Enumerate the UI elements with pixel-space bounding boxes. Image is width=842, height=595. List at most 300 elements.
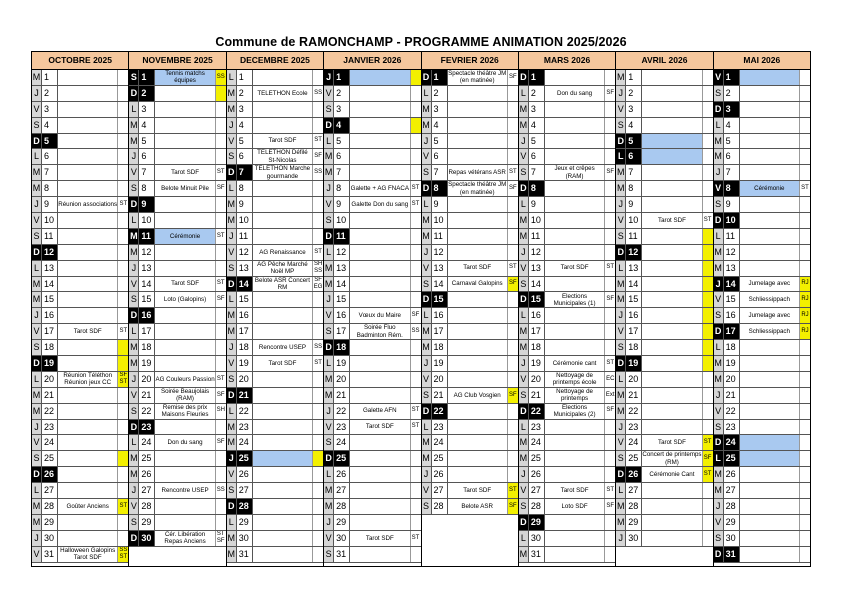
weekday-letter: L [324, 467, 334, 482]
weekday-letter: M [227, 86, 237, 101]
day-row [32, 356, 128, 372]
day-row [519, 102, 615, 118]
day-row [616, 356, 712, 372]
venue-tag [410, 165, 421, 180]
venue-tag: ST [215, 372, 226, 387]
venue-tag: ST [410, 531, 421, 546]
day-row [227, 86, 323, 102]
event-label: Belote ASR Concert RM [254, 276, 310, 292]
day-number: 15 [626, 292, 642, 307]
venue-tag [799, 483, 810, 498]
day-number: 13 [432, 261, 448, 276]
day-row [227, 261, 323, 277]
day-number: 12 [529, 245, 545, 260]
venue-tag [410, 292, 421, 307]
day-row [324, 388, 420, 404]
venue-tag [702, 134, 713, 149]
venue-tag: SS [410, 324, 421, 339]
event-label: Tarot SDF [560, 486, 589, 494]
day-number: 11 [626, 229, 642, 244]
event-label: Repas vétérans ASR [448, 169, 506, 177]
day-row [324, 404, 420, 420]
event-label: AG Couleurs Passion [155, 375, 215, 383]
weekday-letter: J [324, 404, 334, 419]
event-label: Réunion Téléthon Réunion jeux CC [63, 371, 113, 387]
weekday-letter: M [519, 451, 529, 466]
venue-tag [312, 308, 323, 323]
event-label: Goûter Anciens [66, 502, 109, 510]
day-row [324, 261, 420, 277]
day-row [129, 277, 225, 293]
venue-tag [215, 149, 226, 164]
day-row [129, 451, 225, 467]
venue-tag [312, 420, 323, 435]
venue-tag [312, 547, 323, 562]
day-row [519, 292, 615, 308]
event-label [350, 340, 409, 355]
event-label: Belote Minuit Pile [161, 184, 209, 192]
day-number: 10 [334, 213, 350, 228]
day-number: 5 [334, 134, 350, 149]
day-row [324, 70, 420, 86]
event-label [642, 86, 701, 101]
weekday-letter: L [227, 292, 237, 307]
event-label [740, 483, 799, 498]
venue-tag [702, 499, 713, 514]
day-number: 24 [42, 435, 58, 450]
event-label [253, 308, 312, 323]
day-number: 13 [626, 261, 642, 276]
day-number: 19 [42, 356, 58, 371]
day-row [129, 499, 225, 515]
venue-tag: SF [604, 165, 615, 180]
day-row [519, 324, 615, 340]
day-number: 8 [334, 181, 350, 196]
event-label [642, 229, 701, 244]
weekday-letter: S [519, 499, 529, 514]
event-label [350, 134, 409, 149]
weekday-letter: M [227, 531, 237, 546]
day-number: 5 [139, 134, 155, 149]
venue-tag [117, 86, 128, 101]
day-number: 22 [334, 404, 350, 419]
event-label: Halloween Galopins Tarot SDF [60, 546, 116, 562]
weekday-letter: J [714, 277, 724, 292]
event-label [740, 245, 799, 260]
event-label: Réunion associations [58, 200, 118, 208]
day-row [227, 372, 323, 388]
event-label: AG Renaissance [259, 248, 306, 256]
event-label [740, 515, 799, 530]
event-label: Nettoyage de printemps école [552, 371, 597, 387]
day-number: 16 [334, 308, 350, 323]
weekday-letter: M [422, 340, 432, 355]
month-header: JANVIER 2026 [324, 52, 420, 70]
venue-tag [215, 515, 226, 530]
event-label [740, 70, 799, 85]
day-row [519, 70, 615, 86]
day-number: 15 [334, 292, 350, 307]
day-number: 15 [237, 292, 253, 307]
event-label: Galette + AG FNACA [350, 184, 409, 192]
day-row [422, 292, 518, 308]
venue-tag [117, 404, 128, 419]
event-label [155, 356, 214, 371]
day-row [714, 324, 810, 340]
day-number: 28 [529, 499, 545, 514]
weekday-letter: S [616, 229, 626, 244]
venue-tag [215, 197, 226, 212]
event-label [740, 435, 799, 450]
day-row [519, 467, 615, 483]
weekday-letter: M [422, 118, 432, 133]
day-row [32, 181, 128, 197]
venue-tag: SF [312, 149, 323, 164]
day-row [714, 292, 810, 308]
venue-tag: ST [702, 213, 713, 228]
venue-tag [410, 213, 421, 228]
venue-tag: ST [410, 181, 421, 196]
event-label [58, 165, 117, 180]
weekday-letter: M [324, 499, 334, 514]
day-number: 14 [237, 277, 253, 292]
event-label [58, 86, 117, 101]
weekday-letter: M [714, 483, 724, 498]
day-row [616, 340, 712, 356]
day-row [519, 213, 615, 229]
day-row [616, 102, 712, 118]
day-row [129, 324, 225, 340]
venue-tag [312, 292, 323, 307]
event-label [58, 261, 117, 276]
event-label [642, 102, 701, 117]
day-number: 19 [139, 356, 155, 371]
day-number: 13 [139, 261, 155, 276]
day-row [129, 70, 225, 86]
day-row [129, 404, 225, 420]
day-number: 27 [626, 483, 642, 498]
venue-tag [799, 86, 810, 101]
event-label [448, 86, 507, 101]
day-row [616, 149, 712, 165]
weekday-letter: M [616, 292, 626, 307]
event-label [740, 149, 799, 164]
day-number: 22 [42, 404, 58, 419]
day-row [129, 515, 225, 531]
month-header: AVRIL 2026 [616, 52, 712, 70]
venue-tag: SS ST [119, 546, 128, 561]
venue-tag: ST [215, 229, 226, 244]
day-number: 18 [724, 340, 740, 355]
weekday-letter: S [616, 340, 626, 355]
venue-tag [410, 229, 421, 244]
venue-tag: SF [410, 308, 421, 323]
month-column [519, 52, 616, 566]
day-row [32, 134, 128, 150]
day-row [227, 435, 323, 451]
event-label [58, 245, 117, 260]
day-row [32, 308, 128, 324]
venue-tag [507, 213, 518, 228]
day-row [714, 134, 810, 150]
day-number: 5 [432, 134, 448, 149]
event-label [253, 197, 312, 212]
month-column [227, 52, 324, 566]
venue-tag [117, 102, 128, 117]
venue-tag [702, 245, 713, 260]
day-row [129, 531, 225, 547]
event-label: Jumelage avec [748, 312, 791, 320]
day-row [227, 165, 323, 181]
venue-tag [702, 277, 713, 292]
day-row [714, 213, 810, 229]
event-label [545, 245, 604, 260]
day-row [714, 181, 810, 197]
venue-tag [312, 483, 323, 498]
day-row [129, 388, 225, 404]
weekday-letter: S [422, 499, 432, 514]
day-row [32, 229, 128, 245]
day-number: 19 [334, 356, 350, 371]
venue-tag [604, 213, 615, 228]
weekday-letter: J [422, 467, 432, 482]
venue-tag [507, 404, 518, 419]
venue-tag [799, 547, 810, 562]
day-row [227, 197, 323, 213]
event-label [545, 70, 604, 85]
day-number: 17 [237, 324, 253, 339]
event-label: Tarot SDF [658, 439, 686, 447]
weekday-letter: M [324, 277, 334, 292]
weekday-letter: J [324, 515, 334, 530]
day-number: 29 [139, 515, 155, 530]
weekday-letter: S [32, 340, 42, 355]
venue-tag: SS [215, 483, 226, 498]
day-row [422, 181, 518, 197]
day-number: 22 [139, 404, 155, 419]
day-number: 21 [529, 388, 545, 403]
day-number: 23 [237, 420, 253, 435]
weekday-letter: J [519, 245, 529, 260]
venue-tag [604, 181, 615, 196]
venue-tag [312, 197, 323, 212]
day-row [422, 86, 518, 102]
day-number: 20 [334, 372, 350, 387]
day-row [324, 483, 420, 499]
day-number: 18 [42, 340, 58, 355]
day-number: 30 [724, 531, 740, 546]
day-number: 29 [724, 515, 740, 530]
weekday-letter: M [519, 229, 529, 244]
weekday-letter: M [324, 165, 334, 180]
day-number: 18 [139, 340, 155, 355]
venue-tag [312, 435, 323, 450]
day-row [616, 404, 712, 420]
day-number: 9 [237, 197, 253, 212]
event-label: Galette AFN [362, 407, 397, 415]
event-label [253, 229, 312, 244]
weekday-letter: V [324, 86, 334, 101]
venue-tag [702, 531, 713, 546]
day-number: 7 [237, 165, 253, 180]
weekday-letter: J [714, 165, 724, 180]
event-label [58, 420, 117, 435]
day-row [714, 435, 810, 451]
event-label: Tarot SDF [268, 359, 297, 367]
event-label: Cérémonie Cant [649, 471, 695, 478]
day-number: 23 [432, 420, 448, 435]
venue-tag [799, 213, 810, 228]
day-number: 12 [334, 245, 350, 260]
venue-tag: SF [215, 181, 226, 196]
day-row [32, 245, 128, 261]
event-label [58, 149, 117, 164]
venue-tag [702, 165, 713, 180]
day-row [519, 515, 615, 531]
day-number: 8 [432, 181, 448, 196]
event-label [253, 372, 312, 387]
empty-space [324, 563, 420, 566]
day-row [227, 118, 323, 134]
event-label: Soirée Beaujolais (RAM) [160, 387, 210, 403]
weekday-letter: V [129, 277, 139, 292]
day-row [422, 356, 518, 372]
weekday-letter: S [129, 292, 139, 307]
venue-tag: SS [312, 165, 323, 180]
weekday-letter: L [714, 118, 724, 133]
event-label: Tarot SDF [365, 423, 394, 431]
event-label [155, 324, 214, 339]
weekday-letter: M [616, 499, 626, 514]
day-number: 11 [42, 229, 58, 244]
venue-tag [799, 70, 810, 85]
venue-tag [117, 229, 128, 244]
weekday-letter: D [324, 451, 334, 466]
day-number: 17 [432, 324, 448, 339]
day-number: 26 [334, 467, 350, 482]
day-row [129, 372, 225, 388]
day-row [324, 277, 420, 293]
day-number: 3 [139, 102, 155, 117]
day-row [129, 261, 225, 277]
day-number: 26 [139, 467, 155, 482]
day-row [519, 197, 615, 213]
weekday-letter: M [616, 181, 626, 196]
weekday-letter: S [519, 388, 529, 403]
day-number: 22 [724, 404, 740, 419]
day-row [422, 213, 518, 229]
day-row [714, 420, 810, 436]
day-number: 1 [237, 70, 253, 85]
day-number: 11 [237, 229, 253, 244]
venue-tag [507, 86, 518, 101]
day-row [714, 245, 810, 261]
weekday-letter: M [324, 261, 334, 276]
venue-tag [117, 531, 128, 546]
event-label [253, 118, 312, 133]
venue-tag [604, 308, 615, 323]
venue-tag [215, 308, 226, 323]
day-number: 15 [42, 292, 58, 307]
day-row [422, 340, 518, 356]
day-row [422, 467, 518, 483]
weekday-letter: V [422, 372, 432, 387]
day-number: 15 [529, 292, 545, 307]
weekday-letter: L [324, 356, 334, 371]
day-row [129, 213, 225, 229]
venue-tag [507, 451, 518, 466]
venue-tag [702, 340, 713, 355]
event-label [642, 499, 701, 514]
venue-tag [604, 435, 615, 450]
empty-space [616, 547, 712, 566]
day-number: 6 [237, 149, 253, 164]
day-row [129, 229, 225, 245]
weekday-letter: J [714, 388, 724, 403]
day-number: 10 [626, 213, 642, 228]
day-row [129, 435, 225, 451]
month-column [422, 52, 519, 566]
day-row [32, 372, 128, 388]
event-label [350, 229, 409, 244]
event-label [545, 229, 604, 244]
day-number: 19 [626, 356, 642, 371]
day-number: 11 [724, 229, 740, 244]
day-row [616, 213, 712, 229]
day-number: 25 [724, 451, 740, 466]
event-label [253, 213, 312, 228]
day-number: 4 [724, 118, 740, 133]
day-number: 6 [724, 149, 740, 164]
weekday-letter: D [422, 292, 432, 307]
event-label: Jumelage avec [748, 280, 791, 288]
event-label: Elections Municipales (1) [553, 292, 596, 307]
day-row [714, 149, 810, 165]
day-number: 18 [529, 340, 545, 355]
day-row [616, 435, 712, 451]
day-number: 22 [432, 404, 448, 419]
weekday-letter: J [227, 340, 237, 355]
day-number: 26 [626, 467, 642, 482]
venue-tag: ST [117, 324, 128, 339]
day-number: 25 [626, 451, 642, 466]
venue-tag [604, 102, 615, 117]
weekday-letter: S [714, 86, 724, 101]
venue-tag [702, 483, 713, 498]
venue-tag: ST [604, 261, 615, 276]
weekday-letter: M [129, 340, 139, 355]
day-row [32, 277, 128, 293]
venue-tag: ST [702, 467, 713, 482]
weekday-letter: J [324, 181, 334, 196]
day-row [129, 118, 225, 134]
venue-tag [604, 277, 615, 292]
day-row [422, 118, 518, 134]
day-row [32, 515, 128, 531]
day-number: 29 [42, 515, 58, 530]
day-number: 17 [529, 324, 545, 339]
venue-tag [507, 324, 518, 339]
event-label [448, 451, 507, 466]
venue-tag [410, 86, 421, 101]
day-number: 13 [529, 261, 545, 276]
venue-tag [604, 197, 615, 212]
month-column [714, 52, 810, 566]
venue-tag: ST [312, 134, 323, 149]
venue-tag [215, 213, 226, 228]
day-number: 27 [334, 483, 350, 498]
day-row [714, 467, 810, 483]
